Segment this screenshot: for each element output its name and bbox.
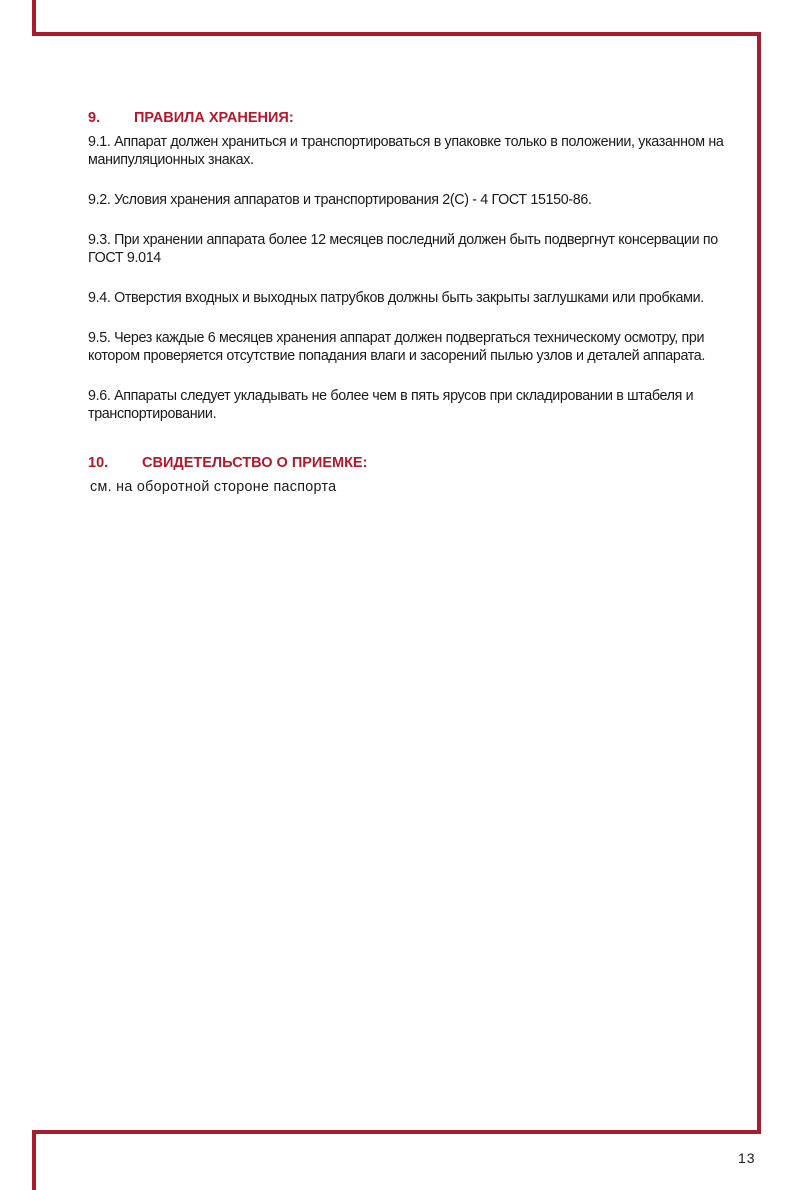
paragraph-9-3: 9.3. При хранении аппарата более 12 месяцев последний должен быть подвергнут консервации по ГОСТ 9.014 <box>88 232 718 266</box>
section-9-number: 9. <box>88 110 101 126</box>
section-9-heading <box>88 110 728 126</box>
paragraph-9-6: 9.6. Аппараты следует укладывать не более чем в пять ярусов при складировании в штабеля и транспортировании. <box>88 388 694 422</box>
paragraph-9-4: 9.4. Отверстия входных и выходных патрубков должны быть закрыты заглушками или пробками. <box>88 290 704 306</box>
page-content <box>88 110 728 496</box>
frame-top-border <box>32 32 761 36</box>
frame-left-bottom-border <box>32 1130 36 1190</box>
frame-right-border <box>757 32 761 1134</box>
paragraph-9-1: 9.1. Аппарат должен храниться и транспортироваться в упаковке только в положении, указанном на манипуляционных знаках. <box>88 134 724 168</box>
paragraph-9-5: 9.5. Через каждые 6 месяцев хранения аппарат должен подвергаться техническому осмотру, при котором проверяется отсутствие попадания влаги и засорений пылью узлов и деталей аппарата. <box>88 330 705 364</box>
paragraph-9-2: 9.2. Условия хранения аппаратов и транспортирования 2(С) - 4 ГОСТ 15150-86. <box>88 192 592 208</box>
section-10-number: 10. <box>88 455 109 471</box>
section-10-text: см. на оборотной стороне паспорта <box>90 479 337 495</box>
page-number: 13 <box>738 1150 756 1166</box>
section-9-title: ПРАВИЛА ХРАНЕНИЯ: <box>134 110 294 126</box>
section-10-title: СВИДЕТЕЛЬСТВО О ПРИЕМКЕ: <box>142 455 368 471</box>
frame-bottom-border <box>32 1130 761 1134</box>
frame-left-top-border <box>32 0 36 36</box>
section-10-heading <box>88 455 728 471</box>
